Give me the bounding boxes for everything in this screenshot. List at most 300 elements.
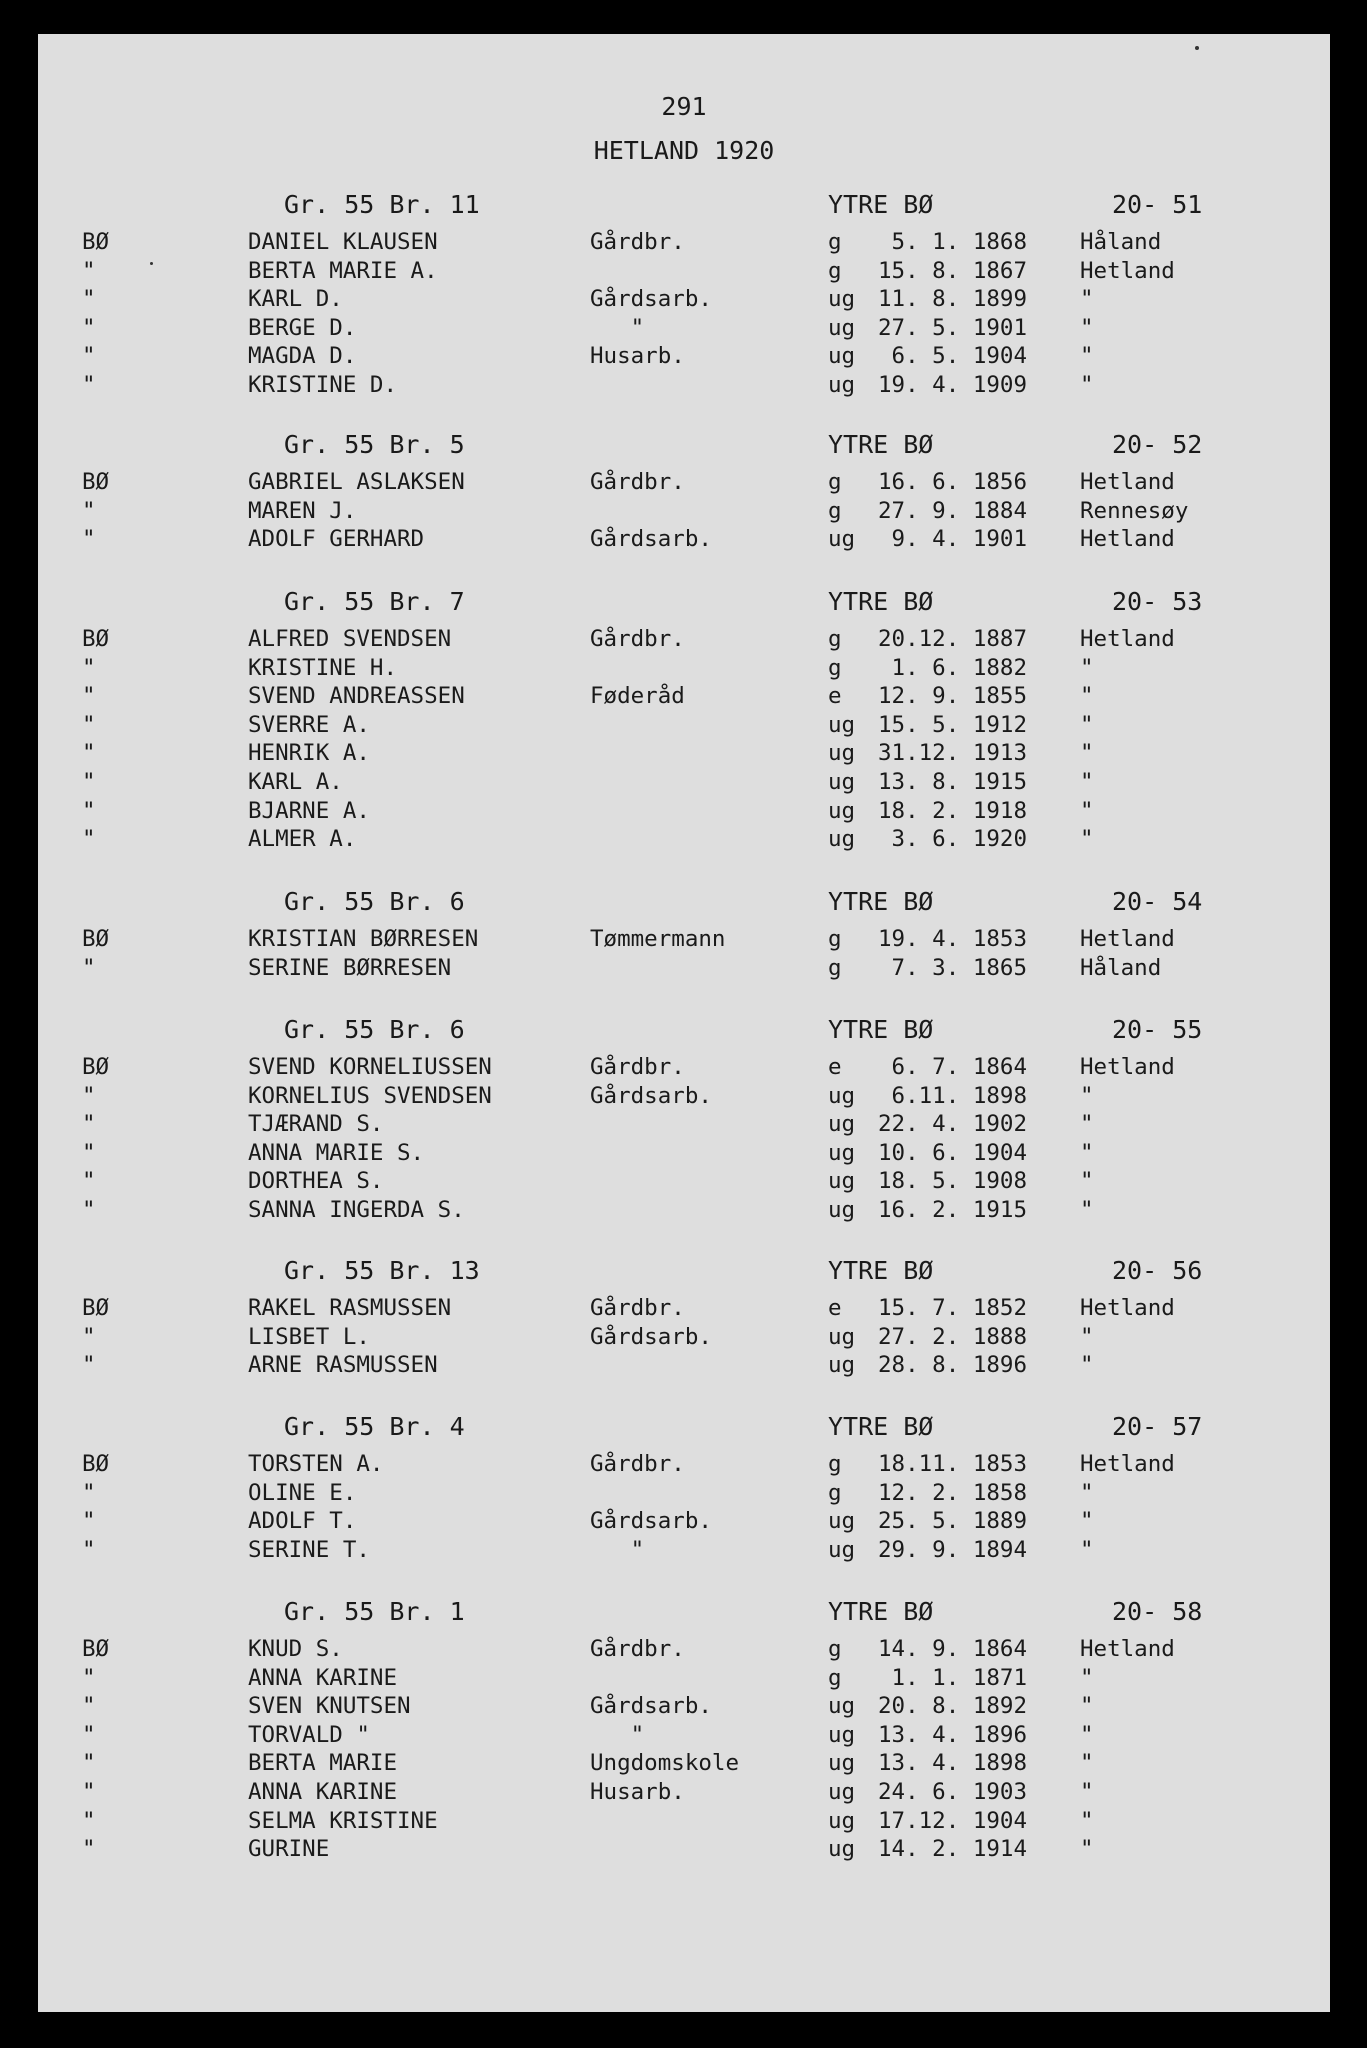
marital-status: g <box>828 654 842 681</box>
section-header <box>38 881 1330 925</box>
place-label: YTRE BØ <box>828 1256 934 1285</box>
marital-status: g <box>828 469 842 495</box>
farm-name: BØ <box>82 1295 110 1321</box>
birthplace: Hetland <box>1080 526 1175 553</box>
person-row <box>38 285 1330 314</box>
gr-br-label: Gr. 55 Br. 1 <box>284 1597 465 1626</box>
birthplace: " <box>1080 1479 1094 1506</box>
person-row <box>38 228 1330 257</box>
farm-name: " <box>82 1082 96 1109</box>
occupation: Gårdbr. <box>590 1295 685 1321</box>
person-name: DORTHEA S. <box>248 1168 384 1195</box>
household-section <box>38 184 1330 400</box>
occupation: Gårdbr. <box>590 626 685 652</box>
farm-name: " <box>82 286 96 313</box>
birthplace: " <box>1080 654 1094 681</box>
marital-status: ug <box>828 1082 856 1109</box>
person-name: ANNA KARINE <box>248 1664 398 1691</box>
marital-status: ug <box>828 1536 856 1563</box>
birth-date: 17.12. 1904 <box>878 1807 1028 1834</box>
farm-name: " <box>82 797 96 824</box>
reference-number: 20- 53 <box>1112 587 1203 616</box>
birthplace: " <box>1080 1664 1094 1691</box>
birth-date: 12. 2. 1858 <box>878 1479 1028 1506</box>
birthplace: " <box>1080 343 1094 370</box>
birthplace: " <box>1080 1536 1094 1563</box>
birth-date: 13. 8. 1915 <box>878 768 1028 795</box>
birth-date: 28. 8. 1896 <box>878 1352 1028 1379</box>
birthplace: " <box>1080 1508 1094 1535</box>
birth-date: 5. 1. 1868 <box>878 229 1028 255</box>
marital-status: ug <box>828 1111 856 1138</box>
birthplace: Håland <box>1080 954 1162 981</box>
birth-date: 1. 6. 1882 <box>878 654 1028 681</box>
reference-number: 20- 55 <box>1112 1015 1203 1044</box>
person-row <box>38 1664 1330 1693</box>
marital-status: g <box>828 229 842 255</box>
person-row <box>38 1323 1330 1352</box>
birthplace: Hetland <box>1080 926 1175 952</box>
person-row <box>38 314 1330 343</box>
person-name: TORVALD " <box>248 1721 370 1748</box>
person-row <box>38 1778 1330 1807</box>
person-row <box>38 1835 1330 1864</box>
person-name: ADOLF GERHARD <box>248 526 425 553</box>
marital-status: ug <box>828 1508 856 1535</box>
birthplace: " <box>1080 711 1094 738</box>
person-row <box>38 1294 1330 1323</box>
birth-date: 13. 4. 1896 <box>878 1721 1028 1748</box>
birthplace: Hetland <box>1080 1054 1175 1080</box>
person-name: ALMER A. <box>248 826 357 853</box>
person-row <box>38 1196 1330 1225</box>
household-section <box>38 1591 1330 1864</box>
person-row <box>38 257 1330 286</box>
occupation: " <box>590 1721 645 1748</box>
farm-name: " <box>82 1352 96 1379</box>
person-name: KRISTINE D. <box>248 371 398 398</box>
birthplace: " <box>1080 1111 1094 1138</box>
person-row <box>38 954 1330 983</box>
birthplace: " <box>1080 797 1094 824</box>
marital-status: g <box>828 926 842 952</box>
person-name: BERTA MARIE <box>248 1750 398 1777</box>
occupation: Gårdsarb. <box>590 286 712 313</box>
person-row <box>38 768 1330 797</box>
occupation: Gårdbr. <box>590 469 685 495</box>
person-name: ALFRED SVENDSEN <box>248 626 452 652</box>
section-header <box>38 581 1330 625</box>
occupation: Husarb. <box>590 1778 685 1805</box>
person-row <box>38 1351 1330 1380</box>
birthplace: Hetland <box>1080 469 1175 495</box>
section-header <box>38 184 1330 228</box>
occupation: Ungdomskole <box>590 1750 740 1777</box>
page-title: HETLAND 1920 <box>593 136 775 165</box>
birthplace: " <box>1080 1836 1094 1863</box>
reference-number: 20- 56 <box>1112 1256 1203 1285</box>
place-label: YTRE BØ <box>828 1597 934 1626</box>
birthplace: " <box>1080 1750 1094 1777</box>
page-number: 291 <box>661 92 707 121</box>
birthplace: " <box>1080 1196 1094 1223</box>
farm-name: " <box>82 1536 96 1563</box>
birth-date: 9. 4. 1901 <box>878 526 1028 553</box>
marital-status: ug <box>828 526 856 553</box>
speck <box>1195 46 1199 50</box>
birth-date: 1. 1. 1871 <box>878 1664 1028 1691</box>
person-row <box>38 739 1330 768</box>
birthplace: " <box>1080 740 1094 767</box>
person-row <box>38 925 1330 954</box>
person-row <box>38 825 1330 854</box>
marital-status: g <box>828 626 842 652</box>
person-name: KRISTIAN BØRRESEN <box>248 926 479 952</box>
birth-date: 16. 2. 1915 <box>878 1196 1028 1223</box>
birthplace: Hetland <box>1080 1636 1175 1662</box>
occupation: Gårdbr. <box>590 229 685 255</box>
birthplace: " <box>1080 1693 1094 1720</box>
marital-status: ug <box>828 1139 856 1166</box>
person-row <box>38 1053 1330 1082</box>
person-name: SVEND ANDREASSEN <box>248 683 465 710</box>
birthplace: " <box>1080 1082 1094 1109</box>
birth-date: 3. 6. 1920 <box>878 826 1028 853</box>
farm-name: " <box>82 497 96 524</box>
marital-status: ug <box>828 1693 856 1720</box>
birthplace: Håland <box>1080 229 1162 255</box>
farm-name: " <box>82 257 96 284</box>
person-row <box>38 468 1330 497</box>
birth-date: 27. 9. 1884 <box>878 497 1028 524</box>
person-name: SERINE BØRRESEN <box>248 954 452 981</box>
farm-name: " <box>82 1721 96 1748</box>
person-row <box>38 797 1330 826</box>
person-row <box>38 342 1330 371</box>
birth-date: 27. 5. 1901 <box>878 314 1028 341</box>
place-label: YTRE BØ <box>828 430 934 459</box>
farm-name: " <box>82 826 96 853</box>
gr-br-label: Gr. 55 Br. 6 <box>284 887 465 916</box>
marital-status: ug <box>828 1721 856 1748</box>
farm-name: " <box>82 683 96 710</box>
section-header <box>38 424 1330 468</box>
person-name: TORSTEN A. <box>248 1451 384 1477</box>
occupation: " <box>590 1536 645 1563</box>
farm-name: " <box>82 740 96 767</box>
birth-date: 14. 9. 1864 <box>878 1636 1028 1662</box>
occupation: Gårdsarb. <box>590 526 712 553</box>
farm-name: " <box>82 1508 96 1535</box>
household-section <box>38 581 1330 854</box>
marital-status: ug <box>828 1168 856 1195</box>
birthplace: " <box>1080 826 1094 853</box>
farm-name: " <box>82 1807 96 1834</box>
person-row <box>38 1536 1330 1565</box>
person-name: OLINE E. <box>248 1479 357 1506</box>
section-header <box>38 1591 1330 1635</box>
marital-status: ug <box>828 768 856 795</box>
farm-name: " <box>82 1778 96 1805</box>
farm-name: " <box>82 1323 96 1350</box>
birthplace: Hetland <box>1080 626 1175 652</box>
occupation: Gårdbr. <box>590 1451 685 1477</box>
marital-status: ug <box>828 1323 856 1350</box>
marital-status: ug <box>828 1196 856 1223</box>
reference-number: 20- 54 <box>1112 887 1203 916</box>
birthplace: " <box>1080 371 1094 398</box>
farm-name: " <box>82 1168 96 1195</box>
farm-name: " <box>82 1750 96 1777</box>
farm-name: " <box>82 1693 96 1720</box>
marital-status: ug <box>828 797 856 824</box>
person-name: KARL A. <box>248 768 343 795</box>
gr-br-label: Gr. 55 Br. 13 <box>284 1256 480 1285</box>
occupation: " <box>590 314 645 341</box>
person-name: KRISTINE H. <box>248 654 398 681</box>
birth-date: 25. 5. 1889 <box>878 1508 1028 1535</box>
person-name: RAKEL RASMUSSEN <box>248 1295 452 1321</box>
farm-name: BØ <box>82 1054 110 1080</box>
birth-date: 7. 3. 1865 <box>878 954 1028 981</box>
occupation: Føderåd <box>590 683 685 710</box>
birth-date: 6.11. 1898 <box>878 1082 1028 1109</box>
farm-name: BØ <box>82 469 110 495</box>
birth-date: 27. 2. 1888 <box>878 1323 1028 1350</box>
person-name: MAREN J. <box>248 497 357 524</box>
person-row <box>38 1167 1330 1196</box>
person-name: SERINE T. <box>248 1536 370 1563</box>
section-header <box>38 1250 1330 1294</box>
farm-name: BØ <box>82 926 110 952</box>
gr-br-label: Gr. 55 Br. 6 <box>284 1015 465 1044</box>
farm-name: " <box>82 954 96 981</box>
person-name: HENRIK A. <box>248 740 370 767</box>
marital-status: ug <box>828 740 856 767</box>
person-row <box>38 625 1330 654</box>
section-header <box>38 1406 1330 1450</box>
birth-date: 11. 8. 1899 <box>878 286 1028 313</box>
occupation: Gårdbr. <box>590 1636 685 1662</box>
birthplace: " <box>1080 1323 1094 1350</box>
person-name: KNUD S. <box>248 1636 343 1662</box>
marital-status: e <box>828 683 842 710</box>
person-row <box>38 1635 1330 1664</box>
farm-name: " <box>82 371 96 398</box>
person-row <box>38 1749 1330 1778</box>
farm-name: " <box>82 343 96 370</box>
birth-date: 24. 6. 1903 <box>878 1778 1028 1805</box>
marital-status: g <box>828 1451 842 1477</box>
farm-name: " <box>82 314 96 341</box>
farm-name: " <box>82 1139 96 1166</box>
household-section <box>38 1009 1330 1225</box>
person-row <box>38 525 1330 554</box>
birthplace: " <box>1080 1778 1094 1805</box>
marital-status: ug <box>828 711 856 738</box>
section-header <box>38 1009 1330 1053</box>
place-label: YTRE BØ <box>828 1015 934 1044</box>
farm-name: " <box>82 1836 96 1863</box>
farm-name: " <box>82 1479 96 1506</box>
birth-date: 12. 9. 1855 <box>878 683 1028 710</box>
person-row <box>38 654 1330 683</box>
farm-name: BØ <box>82 1636 110 1662</box>
occupation: Gårdsarb. <box>590 1323 712 1350</box>
birth-date: 20.12. 1887 <box>878 626 1028 652</box>
farm-name: " <box>82 526 96 553</box>
marital-status: g <box>828 1664 842 1691</box>
person-row <box>38 1082 1330 1111</box>
person-name: ADOLF T. <box>248 1508 357 1535</box>
household-section <box>38 1250 1330 1380</box>
person-name: SVEN KNUTSEN <box>248 1693 411 1720</box>
marital-status: g <box>828 1479 842 1506</box>
birthplace: " <box>1080 683 1094 710</box>
marital-status: ug <box>828 826 856 853</box>
birthplace: Hetland <box>1080 1295 1175 1321</box>
person-row <box>38 1507 1330 1536</box>
person-name: BJARNE A. <box>248 797 370 824</box>
marital-status: e <box>828 1295 842 1321</box>
occupation: Gårdsarb. <box>590 1082 712 1109</box>
person-name: GABRIEL ASLAKSEN <box>248 469 465 495</box>
marital-status: ug <box>828 1778 856 1805</box>
birth-date: 6. 7. 1864 <box>878 1054 1028 1080</box>
person-row <box>38 682 1330 711</box>
farm-name: BØ <box>82 229 110 255</box>
birthplace: " <box>1080 1721 1094 1748</box>
farm-name: " <box>82 1196 96 1223</box>
farm-name: " <box>82 1664 96 1691</box>
birth-date: 18. 2. 1918 <box>878 797 1028 824</box>
person-row <box>38 1110 1330 1139</box>
marital-status: ug <box>828 314 856 341</box>
person-name: MAGDA D. <box>248 343 357 370</box>
occupation: Gårdsarb. <box>590 1508 712 1535</box>
person-row <box>38 1692 1330 1721</box>
marital-status: ug <box>828 1352 856 1379</box>
birthplace: " <box>1080 768 1094 795</box>
person-row <box>38 1450 1330 1479</box>
marital-status: ug <box>828 343 856 370</box>
birthplace: " <box>1080 314 1094 341</box>
birth-date: 16. 6. 1856 <box>878 469 1028 495</box>
birth-date: 22. 4. 1902 <box>878 1111 1028 1138</box>
farm-name: BØ <box>82 1451 110 1477</box>
marital-status: g <box>828 954 842 981</box>
document-page <box>38 34 1330 2012</box>
reference-number: 20- 57 <box>1112 1412 1203 1441</box>
place-label: YTRE BØ <box>828 587 934 616</box>
gr-br-label: Gr. 55 Br. 4 <box>284 1412 465 1441</box>
person-name: ARNE RASMUSSEN <box>248 1352 438 1379</box>
place-label: YTRE BØ <box>828 190 934 219</box>
person-name: ANNA MARIE S. <box>248 1139 425 1166</box>
birth-date: 18. 5. 1908 <box>878 1168 1028 1195</box>
reference-number: 20- 52 <box>1112 430 1203 459</box>
marital-status: ug <box>828 1807 856 1834</box>
person-name: TJÆRAND S. <box>248 1111 384 1138</box>
birth-date: 15. 5. 1912 <box>878 711 1028 738</box>
farm-name: " <box>82 654 96 681</box>
gr-br-label: Gr. 55 Br. 11 <box>284 190 480 219</box>
occupation: Gårdbr. <box>590 1054 685 1080</box>
person-name: SVEND KORNELIUSSEN <box>248 1054 492 1080</box>
occupation: Gårdsarb. <box>590 1693 712 1720</box>
birth-date: 13. 4. 1898 <box>878 1750 1028 1777</box>
birthplace: " <box>1080 1352 1094 1379</box>
person-name: SELMA KRISTINE <box>248 1807 438 1834</box>
person-row <box>38 1807 1330 1836</box>
birthplace: Hetland <box>1080 257 1175 284</box>
birth-date: 19. 4. 1853 <box>878 926 1028 952</box>
person-row <box>38 711 1330 740</box>
birth-date: 31.12. 1913 <box>878 740 1028 767</box>
person-name: ANNA KARINE <box>248 1778 398 1805</box>
marital-status: ug <box>828 1836 856 1863</box>
gr-br-label: Gr. 55 Br. 7 <box>284 587 465 616</box>
person-name: GURINE <box>248 1836 330 1863</box>
birth-date: 20. 8. 1892 <box>878 1693 1028 1720</box>
person-row <box>38 497 1330 526</box>
reference-number: 20- 58 <box>1112 1597 1203 1626</box>
person-row <box>38 1721 1330 1750</box>
marital-status: ug <box>828 286 856 313</box>
place-label: YTRE BØ <box>828 887 934 916</box>
farm-name: " <box>82 711 96 738</box>
birth-date: 10. 6. 1904 <box>878 1139 1028 1166</box>
place-label: YTRE BØ <box>828 1412 934 1441</box>
birth-date: 14. 2. 1914 <box>878 1836 1028 1863</box>
birth-date: 18.11. 1853 <box>878 1451 1028 1477</box>
farm-name: BØ <box>82 626 110 652</box>
birth-date: 29. 9. 1894 <box>878 1536 1028 1563</box>
birthplace: Hetland <box>1080 1451 1175 1477</box>
occupation: Tømmermann <box>590 926 726 952</box>
birthplace: Rennesøy <box>1080 497 1189 524</box>
gr-br-label: Gr. 55 Br. 5 <box>284 430 465 459</box>
marital-status: e <box>828 1054 842 1080</box>
person-row <box>38 371 1330 400</box>
birth-date: 6. 5. 1904 <box>878 343 1028 370</box>
person-name: BERGE D. <box>248 314 357 341</box>
birthplace: " <box>1080 1807 1094 1834</box>
household-section <box>38 881 1330 982</box>
household-section <box>38 424 1330 554</box>
person-row <box>38 1479 1330 1508</box>
farm-name: " <box>82 768 96 795</box>
birthplace: " <box>1080 286 1094 313</box>
person-name: SVERRE A. <box>248 711 370 738</box>
birth-date: 15. 7. 1852 <box>878 1295 1028 1321</box>
person-name: SANNA INGERDA S. <box>248 1196 465 1223</box>
birthplace: " <box>1080 1139 1094 1166</box>
marital-status: g <box>828 257 842 284</box>
person-name: KARL D. <box>248 286 343 313</box>
person-name: DANIEL KLAUSEN <box>248 229 438 255</box>
marital-status: ug <box>828 371 856 398</box>
marital-status: g <box>828 1636 842 1662</box>
person-name: LISBET L. <box>248 1323 370 1350</box>
person-row <box>38 1139 1330 1168</box>
birth-date: 19. 4. 1909 <box>878 371 1028 398</box>
farm-name: " <box>82 1111 96 1138</box>
reference-number: 20- 51 <box>1112 190 1203 219</box>
marital-status: ug <box>828 1750 856 1777</box>
birthplace: " <box>1080 1168 1094 1195</box>
person-name: BERTA MARIE A. <box>248 257 438 284</box>
